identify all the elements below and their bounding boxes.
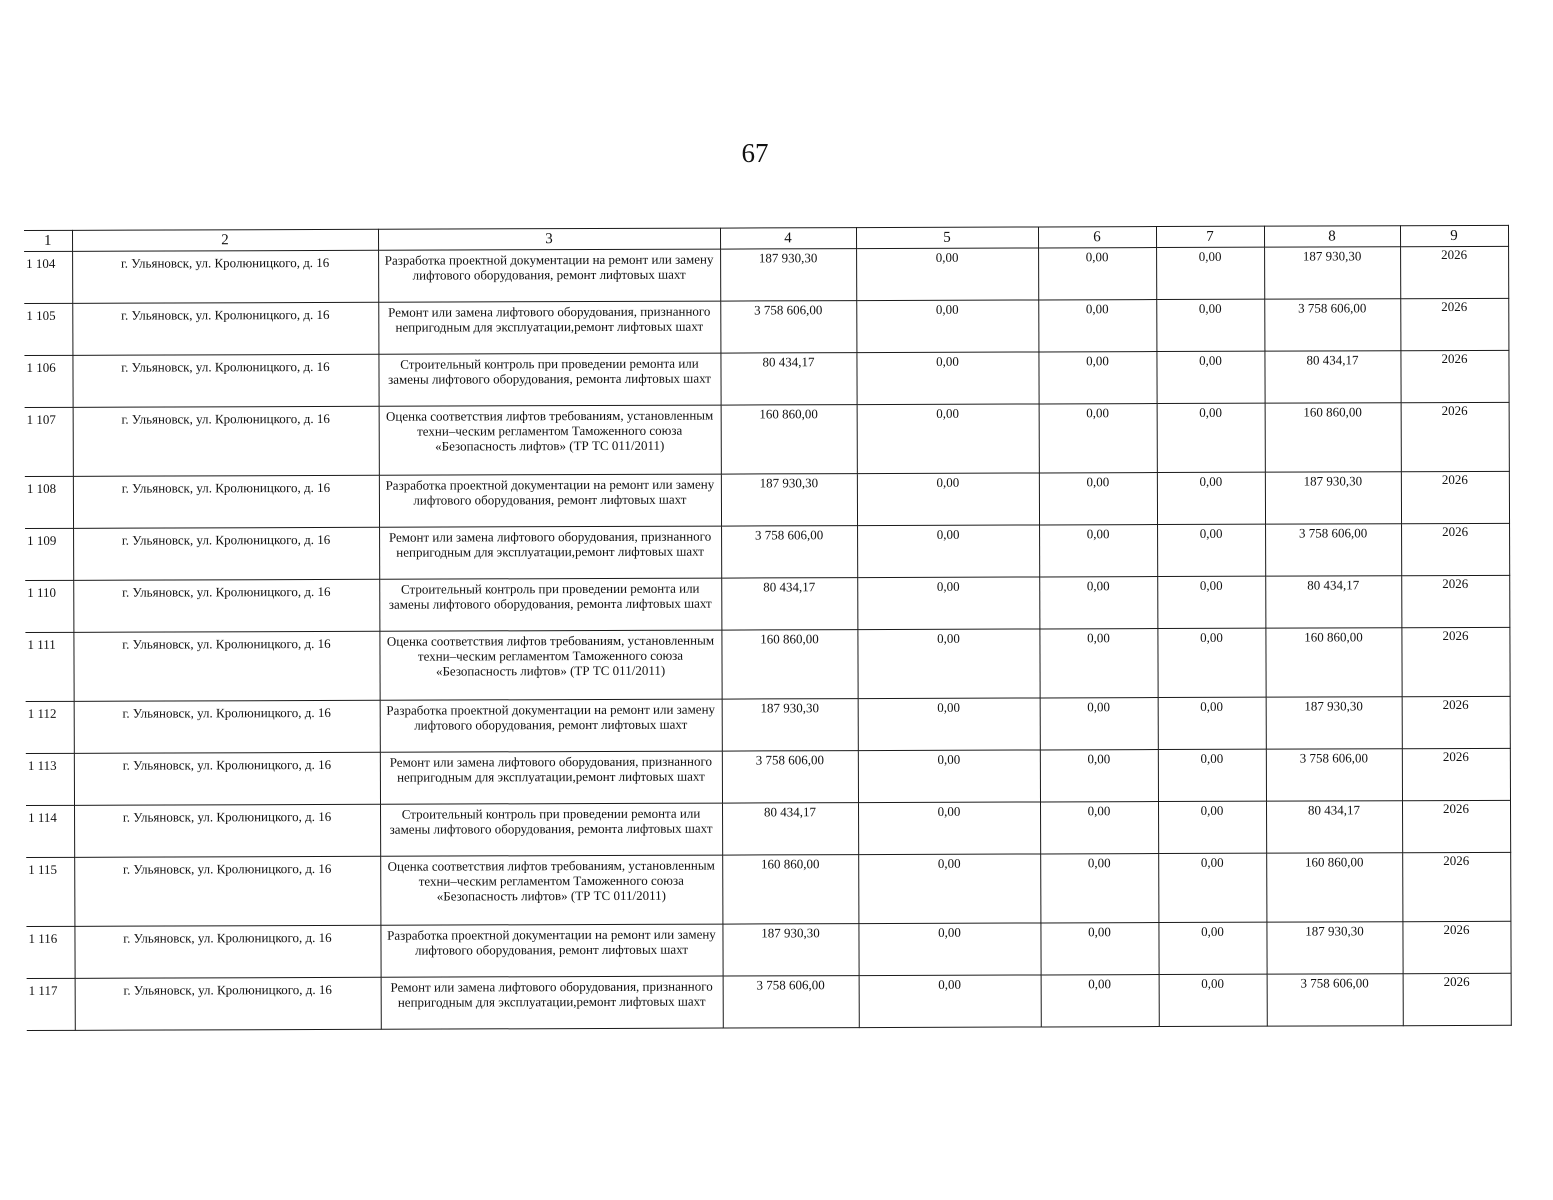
address-cell: г. Ульяновск, ул. Кролюницкого, д. 16: [74, 804, 380, 857]
year-cell: 2026: [1401, 402, 1509, 471]
table-row: [24, 298, 1508, 355]
col7-cell: 0,00: [1157, 472, 1265, 524]
col8-cell: 80 434,17: [1265, 576, 1401, 628]
row-number: 1 106: [24, 355, 72, 407]
address-cell: г. Ульяновск, ул. Кролюницкого, д. 16: [75, 977, 381, 1030]
col5-cell: 0,00: [858, 698, 1040, 751]
col6-cell: 0,00: [1040, 923, 1158, 975]
work-description-cell: Ремонт или замена лифтового оборудования, признанного непригодным для эксплуатации,ремонт лифтовых шахт: [379, 526, 721, 579]
col8-cell: 187 930,30: [1266, 697, 1402, 749]
address-cell: г. Ульяновск, ул. Кролюницкого, д. 16: [73, 406, 379, 476]
col7-cell: 0,00: [1158, 749, 1266, 801]
col5-cell: 0,00: [858, 923, 1040, 976]
col6-cell: 0,00: [1038, 352, 1156, 404]
col8-cell: 187 930,30: [1266, 922, 1402, 974]
col6-cell: 0,00: [1038, 300, 1156, 352]
row-number: 1 110: [25, 580, 73, 632]
total-cost-cell: 3 758 606,00: [723, 976, 859, 1028]
column-header-7: 7: [1156, 226, 1264, 247]
table-row: [26, 800, 1510, 857]
year-cell: 2026: [1402, 852, 1510, 921]
total-cost-cell: 160 860,00: [722, 855, 858, 924]
address-cell: г. Ульяновск, ул. Кролюницкого, д. 16: [73, 475, 379, 528]
year-cell: 2026: [1402, 748, 1510, 800]
work-description-cell: Строительный контроль при проведении ремонта или замены лифтового оборудования, ремонта лифтовых шахт: [379, 578, 721, 631]
col6-cell: 0,00: [1040, 750, 1158, 802]
col8-cell: 160 860,00: [1265, 403, 1401, 472]
address-cell: г. Ульяновск, ул. Кролюницкого, д. 16: [73, 527, 379, 580]
col6-cell: 0,00: [1041, 975, 1159, 1027]
col8-cell: 3 758 606,00: [1264, 299, 1400, 351]
col5-cell: 0,00: [858, 854, 1040, 924]
row-number: 1 113: [26, 753, 74, 805]
page-number: 67: [741, 138, 769, 168]
table-row: [26, 748, 1510, 805]
table-row: [24, 350, 1508, 407]
col7-cell: 0,00: [1157, 403, 1265, 472]
col7-cell: 0,00: [1156, 299, 1264, 351]
col6-cell: 0,00: [1040, 854, 1158, 923]
col8-cell: 3 758 606,00: [1267, 974, 1403, 1026]
work-description-cell: Разработка проектной документации на ремонт или замену лифтового оборудования, ремонт лифтовых шахт: [378, 249, 720, 302]
total-cost-cell: 160 860,00: [721, 405, 857, 474]
table-row: [26, 852, 1510, 926]
col5-cell: 0,00: [857, 525, 1039, 578]
address-cell: г. Ульяновск, ул. Кролюницкого, д. 16: [74, 700, 380, 753]
column-header-1: 1: [24, 230, 72, 251]
col6-cell: 0,00: [1039, 473, 1157, 525]
col7-cell: 0,00: [1157, 576, 1265, 628]
total-cost-cell: 187 930,30: [720, 249, 856, 301]
col8-cell: 160 860,00: [1265, 628, 1401, 697]
row-number: 1 111: [25, 632, 73, 701]
col6-cell: 0,00: [1039, 577, 1157, 629]
column-header-2: 2: [72, 229, 378, 251]
table-row: [25, 523, 1509, 580]
work-description-cell: Ремонт или замена лифтового оборудования, признанного непригодным для эксплуатации,ремонт лифтовых шахт: [381, 976, 723, 1029]
col6-cell: 0,00: [1038, 248, 1156, 300]
address-cell: г. Ульяновск, ул. Кролюницкого, д. 16: [73, 631, 379, 701]
col5-cell: 0,00: [856, 352, 1038, 405]
col6-cell: 0,00: [1040, 802, 1158, 854]
col5-cell: 0,00: [859, 975, 1041, 1028]
col7-cell: 0,00: [1158, 697, 1266, 749]
work-description-cell: Строительный контроль при проведении ремонта или замены лифтового оборудования, ремонта лифтовых шахт: [380, 803, 722, 856]
table-body: [24, 246, 1511, 1030]
total-cost-cell: 3 758 606,00: [722, 751, 858, 803]
row-number: 1 114: [26, 805, 74, 857]
col8-cell: 3 758 606,00: [1266, 749, 1402, 801]
col8-cell: 80 434,17: [1264, 351, 1400, 403]
col5-cell: 0,00: [858, 802, 1040, 855]
row-number: 1 108: [25, 476, 73, 528]
table-row: [25, 575, 1509, 632]
address-cell: г. Ульяновск, ул. Кролюницкого, д. 16: [72, 354, 378, 407]
row-number: 1 117: [27, 978, 75, 1030]
col6-cell: 0,00: [1039, 525, 1157, 577]
table-row: [26, 921, 1510, 978]
col7-cell: 0,00: [1156, 247, 1264, 299]
col7-cell: 0,00: [1157, 524, 1265, 576]
work-description-cell: Оценка соответствия лифтов требованиям, установленным техни–ческим регламентом Таможенного союза «Безопасность лифтов» (ТР ТС 011/2011): [379, 630, 721, 700]
col7-cell: 0,00: [1158, 853, 1266, 922]
address-cell: г. Ульяновск, ул. Кролюницкого, д. 16: [74, 752, 380, 805]
work-description-cell: Ремонт или замена лифтового оборудования, признанного непригодным для эксплуатации,ремонт лифтовых шахт: [378, 301, 720, 354]
col8-cell: 80 434,17: [1266, 801, 1402, 853]
total-cost-cell: 3 758 606,00: [720, 301, 856, 353]
total-cost-cell: 80 434,17: [721, 578, 857, 630]
col8-cell: 187 930,30: [1264, 247, 1400, 299]
address-cell: г. Ульяновск, ул. Кролюницкого, д. 16: [72, 250, 378, 303]
year-cell: 2026: [1401, 627, 1509, 696]
work-description-cell: Оценка соответствия лифтов требованиям, установленным техни–ческим регламентом Таможенного союза «Безопасность лифтов» (ТР ТС 011/2011): [379, 405, 721, 475]
row-number: 1 116: [26, 926, 74, 978]
col5-cell: 0,00: [857, 629, 1039, 699]
address-cell: г. Ульяновск, ул. Кролюницкого, д. 16: [74, 856, 380, 926]
col7-cell: 0,00: [1159, 974, 1267, 1026]
row-number: 1 112: [26, 701, 74, 753]
total-cost-cell: 187 930,30: [722, 699, 858, 751]
year-cell: 2026: [1402, 696, 1510, 748]
year-cell: 2026: [1400, 246, 1508, 298]
total-cost-cell: 187 930,30: [722, 924, 858, 976]
total-cost-cell: 187 930,30: [721, 474, 857, 526]
year-cell: 2026: [1401, 575, 1509, 627]
table-row: [25, 471, 1509, 528]
col8-cell: 160 860,00: [1266, 853, 1402, 922]
year-cell: 2026: [1403, 973, 1511, 1025]
table-row: [26, 696, 1510, 753]
year-cell: 2026: [1400, 298, 1508, 350]
work-description-cell: Разработка проектной документации на ремонт или замену лифтового оборудования, ремонт лифтовых шахт: [380, 924, 722, 977]
col8-cell: 187 930,30: [1265, 472, 1401, 524]
total-cost-cell: 160 860,00: [721, 630, 857, 699]
col6-cell: 0,00: [1039, 404, 1157, 473]
col5-cell: 0,00: [856, 300, 1038, 353]
table-row: [25, 402, 1509, 476]
col5-cell: 0,00: [858, 750, 1040, 803]
row-number: 1 107: [25, 407, 73, 476]
col7-cell: 0,00: [1158, 922, 1266, 974]
work-description-cell: Разработка проектной документации на ремонт или замену лифтового оборудования, ремонт лифтовых шахт: [379, 474, 721, 527]
col6-cell: 0,00: [1039, 629, 1157, 698]
column-header-5: 5: [856, 227, 1038, 249]
table-row: [25, 627, 1509, 701]
col7-cell: 0,00: [1158, 801, 1266, 853]
row-number: 1 105: [24, 303, 72, 355]
col5-cell: 0,00: [857, 473, 1039, 526]
row-number: 1 104: [24, 251, 72, 303]
work-description-cell: Ремонт или замена лифтового оборудования, признанного непригодным для эксплуатации,ремонт лифтовых шахт: [380, 751, 722, 804]
total-cost-cell: 80 434,17: [720, 353, 856, 405]
col7-cell: 0,00: [1156, 351, 1264, 403]
year-cell: 2026: [1401, 471, 1509, 523]
total-cost-cell: 80 434,17: [722, 803, 858, 855]
address-cell: г. Ульяновск, ул. Кролюницкого, д. 16: [73, 579, 379, 632]
column-header-8: 8: [1264, 226, 1400, 247]
table-row: [24, 246, 1508, 303]
row-number: 1 109: [25, 528, 73, 580]
work-description-cell: Строительный контроль при проведении ремонта или замены лифтового оборудования, ремонта лифтовых шахт: [378, 353, 720, 406]
column-header-9: 9: [1400, 225, 1508, 246]
year-cell: 2026: [1402, 800, 1510, 852]
address-cell: г. Ульяновск, ул. Кролюницкого, д. 16: [72, 302, 378, 355]
total-cost-cell: 3 758 606,00: [721, 526, 857, 578]
works-table: [24, 225, 1511, 1031]
column-header-3: 3: [378, 228, 720, 250]
table-row: [27, 973, 1511, 1030]
col5-cell: 0,00: [857, 404, 1039, 474]
work-description-cell: Оценка соответствия лифтов требованиям, установленным техни–ческим регламентом Таможенного союза «Безопасность лифтов» (ТР ТС 011/2011): [380, 855, 722, 925]
col7-cell: 0,00: [1157, 628, 1265, 697]
row-number: 1 115: [26, 857, 74, 926]
work-description-cell: Разработка проектной документации на ремонт или замену лифтового оборудования, ремонт лифтовых шахт: [380, 699, 722, 752]
col5-cell: 0,00: [857, 577, 1039, 630]
col8-cell: 3 758 606,00: [1265, 524, 1401, 576]
col6-cell: 0,00: [1040, 698, 1158, 750]
column-header-6: 6: [1038, 227, 1156, 248]
year-cell: 2026: [1400, 350, 1508, 402]
col5-cell: 0,00: [856, 248, 1038, 301]
column-header-4: 4: [720, 228, 856, 249]
year-cell: 2026: [1401, 523, 1509, 575]
address-cell: г. Ульяновск, ул. Кролюницкого, д. 16: [74, 925, 380, 978]
year-cell: 2026: [1402, 921, 1510, 973]
